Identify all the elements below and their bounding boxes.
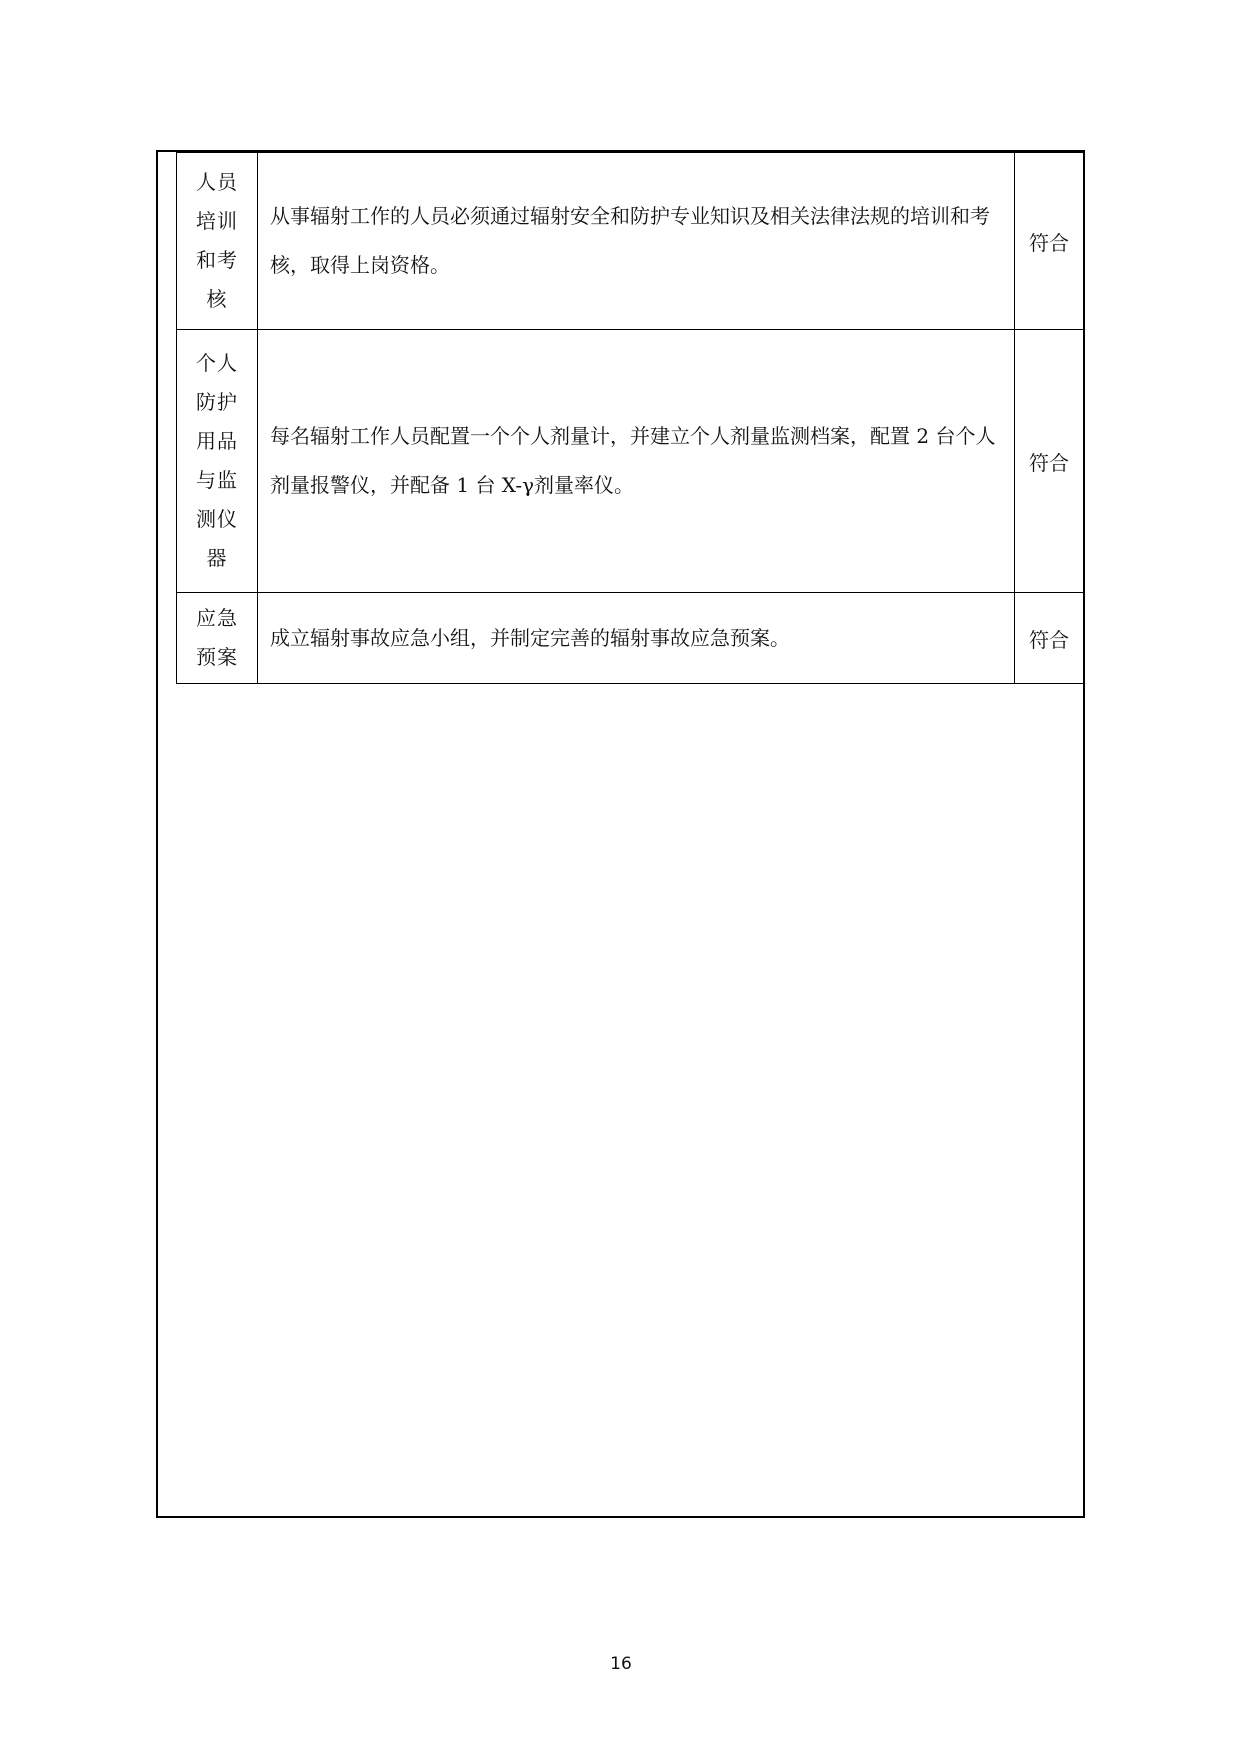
table-row (177, 330, 1084, 593)
page-number: 16 (610, 1654, 632, 1674)
category-cell (177, 153, 258, 330)
category-text: 个人 (196, 351, 238, 375)
category-text: 应急 (196, 606, 238, 630)
category-text: 培训 (196, 209, 238, 233)
category-text: 与监 (196, 468, 238, 492)
category-text: 核 (206, 287, 228, 311)
table-row (177, 153, 1084, 330)
category-text: 防护 (196, 390, 238, 414)
category-text: 器 (206, 546, 228, 570)
requirement-content: 从事辐射工作的人员必须通过辐射安全和防护专业知识及相关法律法规的培训和考核，取得上岗资格。 (258, 153, 1015, 330)
compliance-status: 符合 (1015, 330, 1084, 593)
category-text: 人员 (196, 170, 238, 194)
category-text: 用品 (196, 429, 238, 453)
compliance-status: 符合 (1015, 593, 1084, 684)
category-cell (177, 593, 258, 684)
category-text: 预案 (196, 645, 238, 669)
requirement-content: 每名辐射工作人员配置一个个人剂量计，并建立个人剂量监测档案，配置 2 台个人剂量报警仪，并配备 1 台 X-γ剂量率仪。 (258, 330, 1015, 593)
compliance-status: 符合 (1015, 153, 1084, 330)
category-text: 和考 (196, 248, 238, 272)
table-row (177, 593, 1084, 684)
category-cell (177, 330, 258, 593)
requirements-table (176, 152, 1084, 684)
requirement-content: 成立辐射事故应急小组，并制定完善的辐射事故应急预案。 (258, 593, 1015, 684)
category-text: 测仪 (196, 507, 238, 531)
